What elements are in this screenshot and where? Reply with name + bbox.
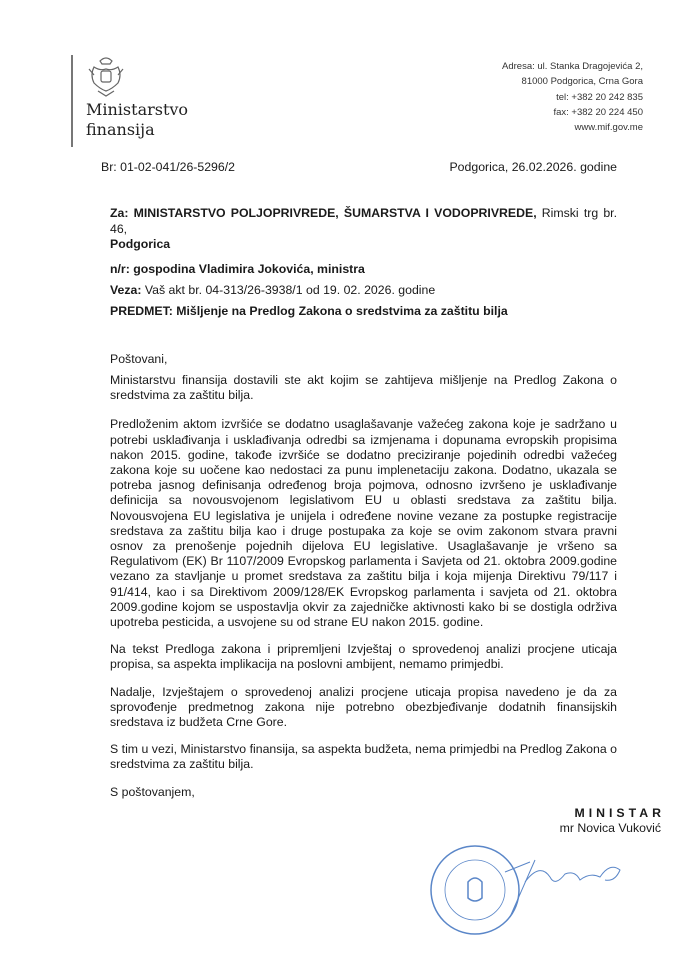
recipient-city: Podgorica [110,237,171,251]
attention-text: n/r: gospodina Vladimira Jokovića, ministra [110,262,365,277]
za-label: Za: [110,206,129,220]
paragraph-1: Ministarstvu finansija dostavili ste akt kojim se zahtijeva mišljenje na Predlog Zakona o sredstvima za zaštitu bilja. [110,373,617,403]
subject-text: PREDMET: Mišljenje na Predlog Zakona o sredstvima za zaštitu bilja [110,303,508,318]
paragraph-2: Predloženim aktom izvršiće se dodatno usaglašavanje važećeg zakona koje je sadržano u potrebi usklađivanja i usklađivanja odredbi sa izmjenama i dopunama evropskih propisima nakon 2015. godine, takođe izvršiće se dodatno preciziranje pojedinih odredbi važećeg zakona koje su uočene kao nedostaci za punu implenetaciju zakona. Dodatno, ukazala se potreba jasnog definisanja određenog broja pojmova, odnosno izvršeno je usklađivanje definicija sa novousvojenom legislativom EU u oblasti sredstava za zaštitu bilja. Novousvojena EU legislativa je unijela i određene novine vezane za postupke registracije sredstava za zaštitu bilja kao i druge postupaka za koje se ovim zakonom stvara pravni osnov za prenošenje pojednih dijelova EU legislative. Usaglašavanje je vršeno sa Regulativom (EK) Br 1107/2009 Evropskog parlamenta i Savjeta od 21. oktobra 2009.godine vezano za stavljanje u promet sredstava za zaštitu bilja i koja mijenja Direktivu 79/117 i 91/414, kao i sa Direktivom 2009/128/EK Evropskog parlamenta i savjeta od 21. oktobra 2009.godine kojom se uspostavlja okvir za zajedničke aktivnosti kako bi se dostigla održiva upotreba pesticida, a usvojene su od strane EU nakon 2015. godine. [110,417,617,630]
paragraph-3: Na tekst Predloga zakona i pripremljeni Izvještaj o sprovedenoj analizi procjene uticaja propisa, sa aspekta implikacija na poslovni ambijent, nemamo primjedbi. [110,642,617,672]
official-stamp-and-signature [430,840,630,940]
address-fax: fax: +382 20 224 450 [553,106,643,118]
ministry-name-line2: finansija [86,120,155,139]
subject-line [110,304,617,319]
recipient-address: Rimski trg br. 46, [110,206,617,236]
coat-of-arms-icon [86,55,126,97]
veza-label: Veza: [110,283,142,298]
veza-text: Vaš akt br. 04-313/26-3938/1 od 19. 02. 2026. godine [141,283,436,298]
stamp-area [110,840,617,945]
reference-line [110,283,617,298]
address-street: Adresa: ul. Stanka Dragojevića 2, [502,61,643,72]
signature-name: mr Novica Vuković [559,821,661,836]
recipient-name: MINISTARSTVO POLJOPRIVREDE, ŠUMARSTVA I VODOPRIVREDE, [133,206,537,220]
address-city: 81000 Podgorica, Crna Gora [521,76,643,88]
address-website[interactable]: www.mif.gov.me [574,122,643,134]
signature-title: MINISTAR [574,805,665,820]
letter-body [110,205,665,945]
recipient-block [110,205,617,237]
salutation: Poštovani, [110,351,168,366]
letterhead-divider [71,55,73,147]
ministry-name-line1: Ministarstvo [86,100,189,119]
reference-number: Br: 01-02-041/26-5296/2 [101,160,235,174]
contact-address [502,59,643,135]
paragraph-4: Nadalje, Izvještajem o sprovedenoj analizi procjene uticaja propisa navedeno je da za sprovođenje predmetnog zakona nije potrebno obezbjeđivanje dodatnih finansijskih sredstava iz budžeta Crne Gore. [110,684,617,730]
attention-line [110,262,617,277]
closing: S poštovanjem, [110,784,195,799]
paragraph-5: S tim u vezi, Ministarstvo finansija, sa aspekta budžeta, nema primjedbi na Predlog Zakona o sredstvima za zaštitu bilja. [110,742,617,772]
ministry-logo-text [86,100,188,140]
document-date: Podgorica, 26.02.2026. godine [449,160,617,174]
address-tel: tel: +382 20 242 835 [556,91,643,103]
